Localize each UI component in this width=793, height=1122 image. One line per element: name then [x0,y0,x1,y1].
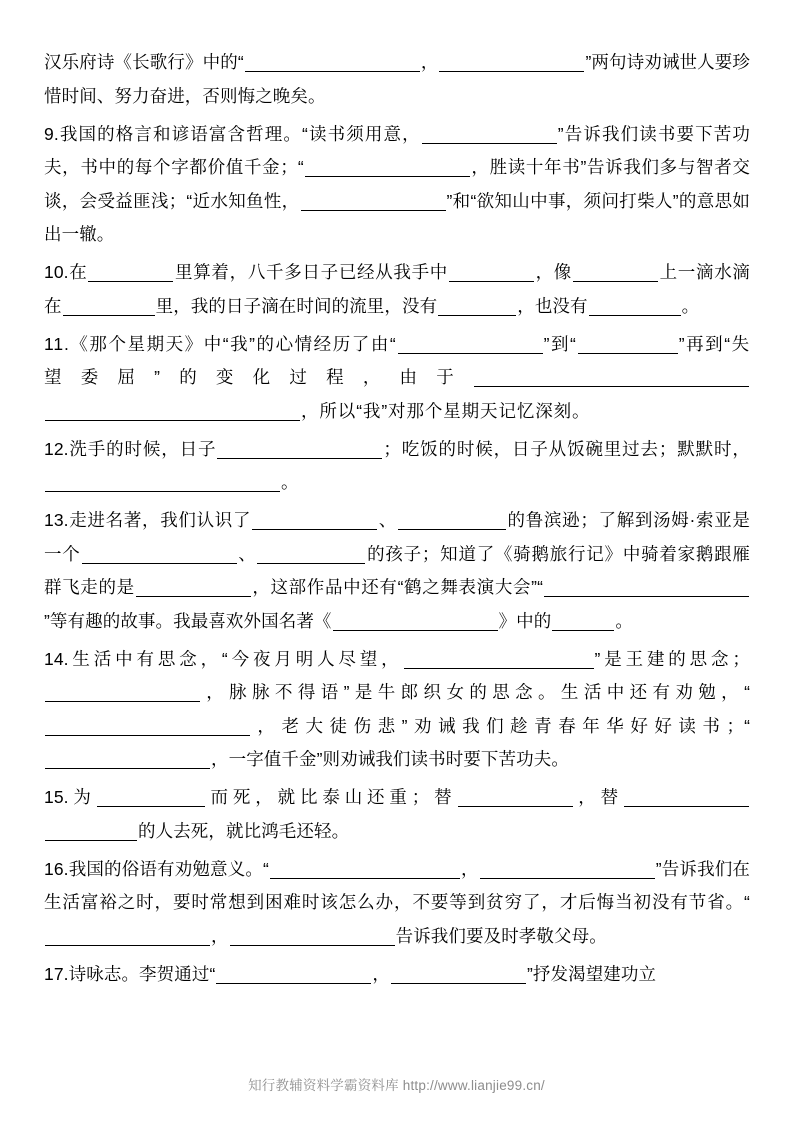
question-text: ，老大徒伤悲”劝诫我们趁青春年华好好读书；“ [251,715,750,736]
answer-blank[interactable] [480,859,655,879]
question-text: 为 [68,787,96,807]
question-text: 走进名著，我们认识了 [68,510,252,530]
question-text: ，像 [535,262,573,282]
answer-blank[interactable] [573,262,658,282]
answer-blank[interactable] [230,926,395,946]
question-text: ”告诉我们在生活富裕之时，要时常想到困难时该怎么办，不要等到贫穷了，才后悔当初没有节省。“ [44,858,750,912]
question-item-10 [44,256,750,323]
question-item-11 [44,328,750,429]
answer-blank[interactable] [333,611,498,631]
answer-blank[interactable] [422,124,557,144]
answer-blank[interactable] [439,52,584,72]
answer-blank[interactable] [252,510,377,530]
answer-blank[interactable] [578,334,678,354]
question-text: ，也没有 [517,295,588,316]
question-text: ，所以“我”对那个星期天记忆深刻。 [301,400,591,421]
watermark-footer: 知行教辅资料学霸资料库 http://www.lianjie99.cn/ [248,1078,545,1093]
question-item-17 [44,958,750,992]
question-text: 告诉我们要及时孝敬父母。 [395,925,607,946]
question-text: ”和“欲知山中事，须问打柴人”的意思如出一辙。 [44,190,750,244]
answer-blank[interactable] [216,964,371,984]
question-text: ，一字值千金”则劝诫我们读书时要下苦功夫。 [211,749,569,769]
question-text: ”再到“失望委屈”的变化过程，由于 [44,333,751,387]
answer-blank[interactable] [63,296,155,316]
item-number: 13. [44,510,69,530]
question-text: 在 [68,262,88,282]
answer-blank[interactable] [136,577,251,597]
item-number: 11. [44,333,70,354]
question-item-13 [44,504,750,638]
question-text: ， [372,963,390,984]
answer-blank[interactable] [398,334,543,354]
item-number: 12. [44,438,69,459]
question-text: 、 [237,543,257,564]
question-text: ”抒发渴望建功立 [526,963,657,984]
question-text: 上一滴水滴在 [44,262,751,316]
answer-blank[interactable] [589,296,681,316]
question-item-12 [44,433,750,500]
answer-blank[interactable] [45,821,137,841]
question-text: 洗手的时候，日子 [68,438,217,459]
question-text: 》中的 [498,610,552,631]
answer-blank[interactable] [217,439,382,459]
answer-blank[interactable] [404,649,594,669]
question-item-9 [44,118,750,252]
item-number: 9. [44,123,59,144]
question-item-15 [44,781,750,848]
answer-blank[interactable] [449,262,534,282]
question-text: 里，我的日子滴在时间的流里，没有 [155,295,438,316]
question-text: ”是王建的思念； [594,648,750,669]
answer-blank[interactable] [82,544,237,564]
item-number: 10. [44,262,69,282]
answer-blank[interactable] [45,749,210,769]
question-text: 而死，就比泰山还重；替 [205,787,457,807]
answer-blank[interactable] [301,191,446,211]
question-text: 的鲁滨逊；了解到汤姆·索亚是一个 [44,510,750,564]
answer-blank[interactable] [45,716,250,736]
answer-blank[interactable] [45,682,200,702]
question-text: 。 [681,295,700,316]
question-text: ， [211,925,229,946]
question-text: 我国的俗语有劝勉意义。“ [68,858,269,879]
question-text: ”告诉我们读书要下苦功夫，书中的每个字都价值千金；“ [44,123,750,177]
question-text: 生活中有思念，“今夜月明人尽望， [68,648,403,669]
answer-blank[interactable] [45,472,280,492]
question-text: ”到“ [543,333,577,354]
question-item-16 [44,853,750,954]
answer-blank[interactable] [391,964,526,984]
question-text: 诗咏志。李贺通过“ [68,963,216,984]
question-text: ， [420,52,439,72]
question-text: ；吃饭的时候，日子从饭碗里过去；默默时， [383,438,750,459]
answer-blank[interactable] [305,157,470,177]
answer-blank[interactable] [270,859,460,879]
question-text: ，替 [573,787,623,807]
question-text: 。 [615,610,633,631]
answer-blank[interactable] [458,787,573,807]
question-text: ，胜读十年书”告诉我们多与智者交谈，会受益匪浅；“近水知鱼性， [44,157,750,211]
item-number: 16. [44,858,69,879]
question-text: ，这部作品中还有“鹤之舞表演大会”“ [251,577,543,597]
question-text: 的人去死，就比鸿毛还轻。 [138,820,350,841]
answer-blank[interactable] [552,611,614,631]
question-text: 《那个星期天》中“我”的心情经历了由“ [69,333,397,354]
item-number: 14. [44,648,69,669]
question-text: ，脉脉不得语”是牛郎织女的思念。生活中还有劝勉，“ [201,682,750,702]
item-number: 17. [44,963,69,984]
question-text: 。 [281,472,299,492]
answer-blank[interactable] [544,577,749,597]
question-text: 我国的格言和谚语富含哲理。“读书须用意， [58,123,421,144]
answer-blank[interactable] [97,787,205,807]
answer-blank[interactable] [398,510,506,530]
item-number: 15. [44,787,69,807]
question-text: 汉乐府诗《长歌行》中的“ [44,52,244,72]
question-text: 的孩子；知道了《骑鹅旅行记》中骑着家鹅跟雁群飞走的是 [44,543,750,597]
answer-blank[interactable] [88,262,173,282]
question-text: 里算着，八千多日子已经从我手中 [174,262,449,282]
answer-blank[interactable] [45,926,210,946]
question-item-5 [44,46,750,113]
answer-blank[interactable] [624,787,749,807]
worksheet-content [44,46,750,996]
answer-blank[interactable] [45,401,300,421]
answer-blank[interactable] [245,52,420,72]
answer-blank[interactable] [257,544,365,564]
question-item-14 [44,643,750,777]
question-text: ”等有趣的故事。我最喜欢外国名著《 [44,610,332,631]
answer-blank[interactable] [438,296,516,316]
answer-blank[interactable] [474,367,749,387]
question-text: ， [460,858,479,879]
question-text: 、 [378,510,397,530]
question-text: ”两句诗劝诫世人要珍惜时间、努力奋进，否则悔之晚矣。 [44,52,750,106]
